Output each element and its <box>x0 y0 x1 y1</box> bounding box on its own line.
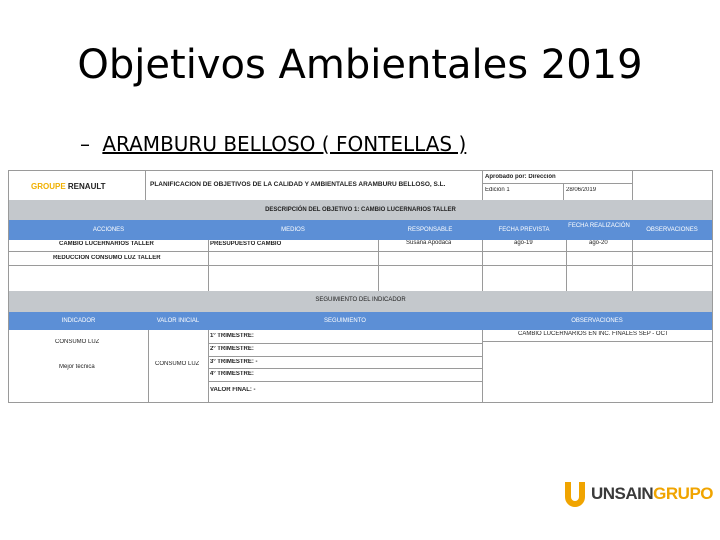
action-row-1-planned: ago-19 <box>514 240 533 246</box>
action-row-1-responsible: Susana Apodaca <box>406 240 452 246</box>
edition-date: 28/06/2019 <box>566 187 597 193</box>
subtitle-text: ARAMBURU BELLOSO ( FONTELLAS ) <box>102 132 467 156</box>
col-tracking: SEGUIMIENTO <box>208 312 482 330</box>
tracking-observation: CAMBIO LUCERNARIOS EN INC. FINALES SEP - OCT <box>518 331 669 337</box>
tracking-q4: 4º TRIMESTRE: <box>210 371 254 377</box>
col-means: MEDIOS <box>208 220 378 240</box>
tracking-final-value: VALOR FINAL: - <box>210 387 256 393</box>
col-initial-value: VALOR INICIAL <box>148 312 208 330</box>
bullet-dash: – <box>80 132 90 156</box>
brand-renault: RENAULT <box>67 182 106 191</box>
action-row-1-action: CAMBIO LUCERNARIOS TALLER <box>59 241 154 247</box>
indicator-name: CONSUMO LUZ <box>55 339 100 345</box>
col-actions: ACCIONES <box>9 220 208 240</box>
u-logo-icon <box>563 480 587 510</box>
slide-subtitle <box>80 132 466 156</box>
unsain-grupo-logo <box>563 478 713 510</box>
objective-description: DESCRIPCIÓN DEL OBJETIVO 1: CAMBIO LUCERNARIOS TALLER <box>9 200 712 220</box>
plan-title: PLANIFICACIÓN DE OBJETIVOS DE LA CALIDAD Y AMBIENTALES ARAMBURU BELLOSO, S.L. <box>150 181 446 188</box>
objectives-spreadsheet <box>8 170 713 403</box>
logo-text-grupo: GRUPO <box>653 484 714 503</box>
col-responsible: RESPONSABLE <box>378 220 482 240</box>
approved-by: Aprobado por: Dirección <box>485 174 556 180</box>
tracking-q3: 3º TRIMESTRE: - <box>210 359 258 365</box>
logo-text-unsain: UNSAIN <box>591 484 654 503</box>
tracking-q2: 2º TRIMESTRE: <box>210 346 254 352</box>
col-indicator: INDICADOR <box>9 312 148 330</box>
tracking-title: SEGUIMIENTO DEL INDICADOR <box>9 291 712 312</box>
brand-logo <box>31 182 106 191</box>
initial-value: CONSUMO LUZ <box>155 361 200 367</box>
col-planned-date: FECHA PREVISTA <box>482 220 566 240</box>
action-row-1-done: ago-20 <box>589 240 608 246</box>
action-row-1-means: PRESUPUESTO CAMBIO <box>210 241 282 247</box>
tracking-q1: 1º TRIMESTRE: <box>210 333 254 339</box>
col-observations: OBSERVACIONES <box>632 220 712 240</box>
slide-title: Objetivos Ambientales 2019 <box>77 42 643 88</box>
logo-text <box>591 484 713 504</box>
edition: Edición 1 <box>485 187 510 193</box>
col-tracking-observations: OBSERVACIONES <box>482 312 712 330</box>
col-done-date: FECHA REALIZACIÓN <box>566 220 632 240</box>
indicator-note: Mejor técnica <box>59 364 95 370</box>
brand-groupe: GROUPE <box>31 182 66 191</box>
action-row-2-action: REDUCCION CONSUMO LUZ TALLER <box>53 255 161 261</box>
